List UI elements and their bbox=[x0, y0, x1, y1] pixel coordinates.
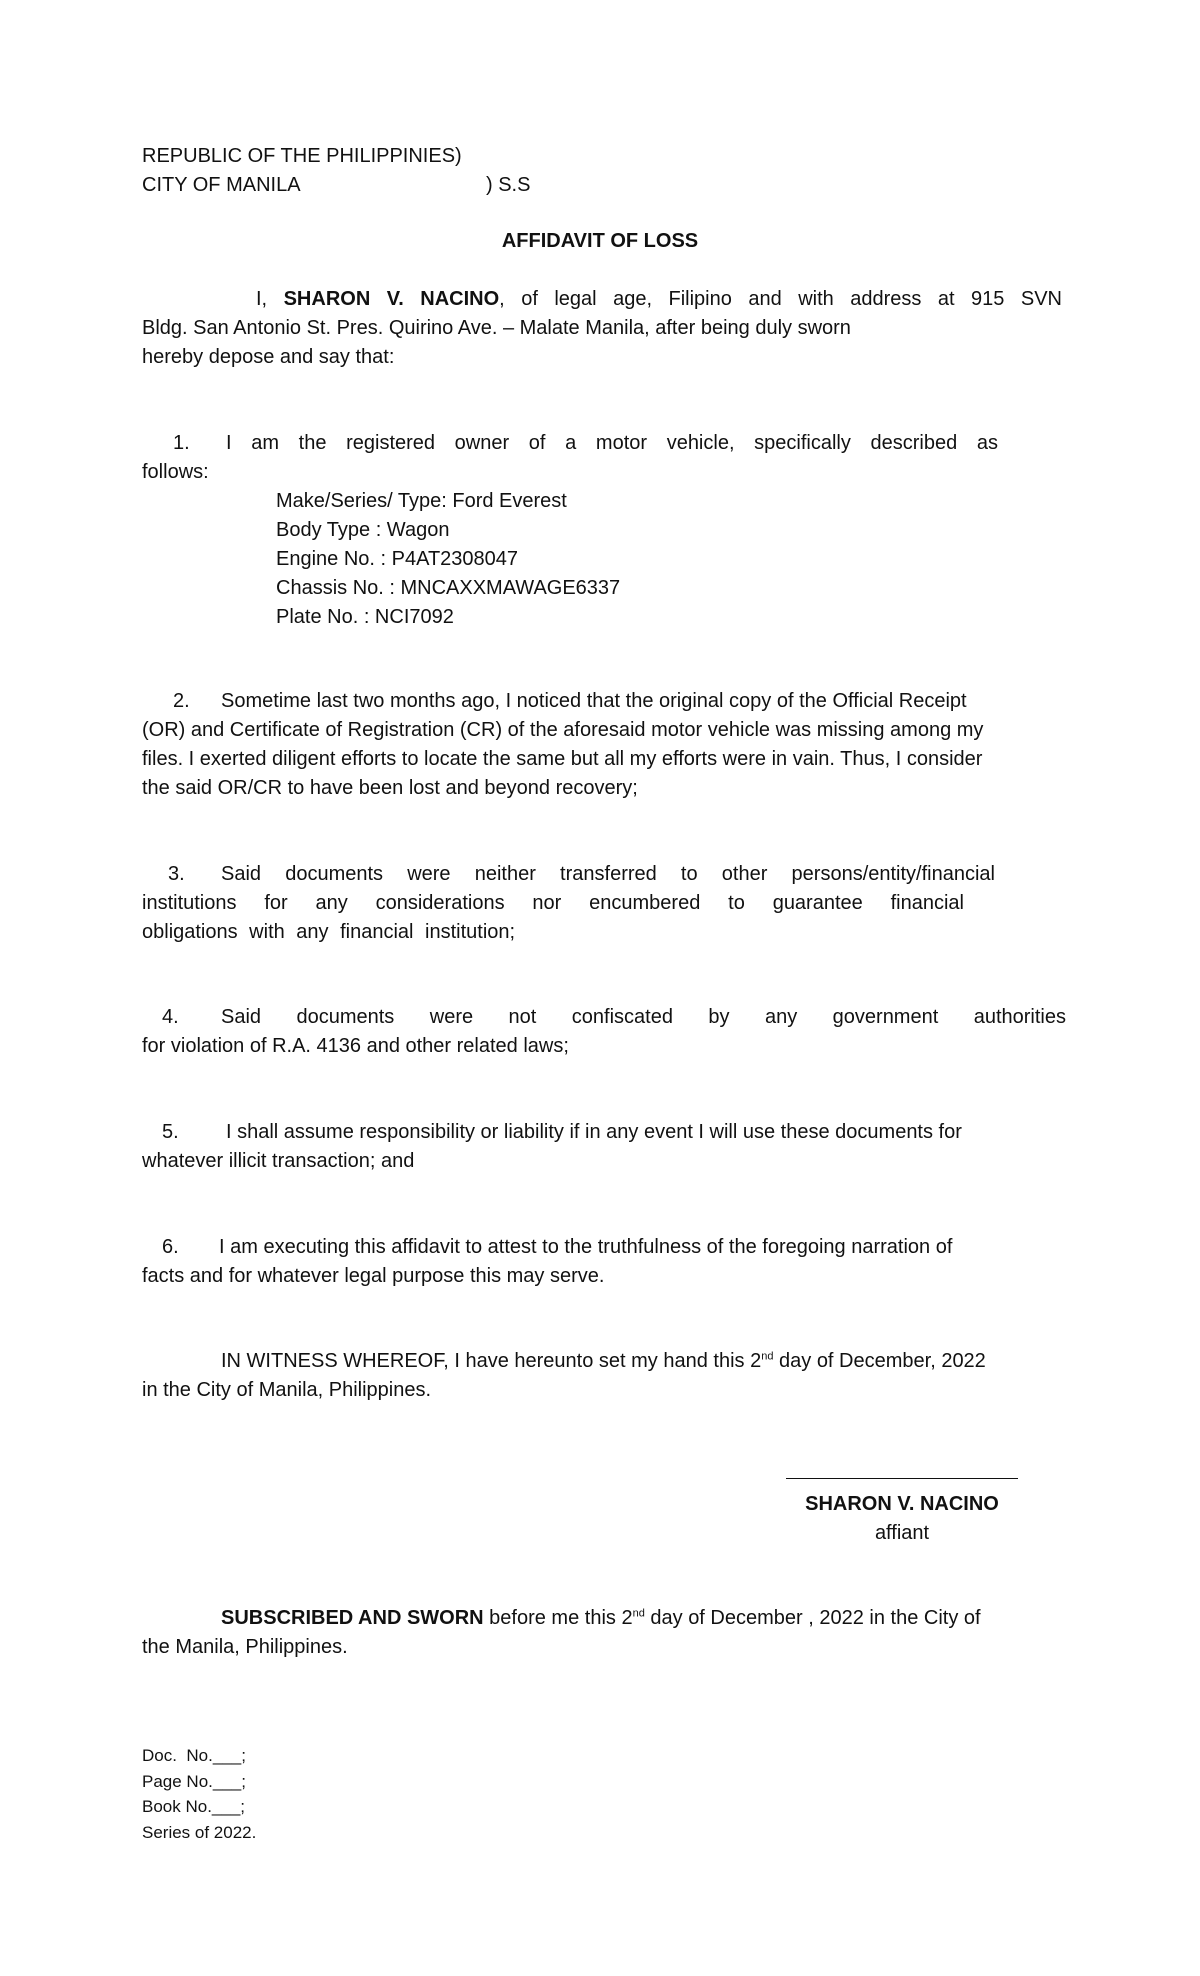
header-city: CITY OF MANILA bbox=[142, 174, 301, 196]
header-ss: ) S.S bbox=[486, 174, 531, 196]
page-no: Page No.___; bbox=[142, 1771, 246, 1791]
item-2-line-4: the said OR/CR to have been lost and beyond recovery; bbox=[142, 777, 638, 799]
item-2-number: 2. bbox=[173, 690, 190, 712]
vehicle-body-type: Body Type : Wagon bbox=[276, 519, 450, 541]
item-4-number: 4. bbox=[162, 1006, 179, 1028]
item-3-number: 3. bbox=[168, 863, 185, 885]
item-2-line-1: Sometime last two months ago, I noticed that the original copy of the Official Receipt bbox=[221, 690, 967, 712]
vehicle-plate-no: Plate No. : NCI7092 bbox=[276, 606, 454, 628]
item-5-number: 5. bbox=[162, 1121, 179, 1143]
item-3-line-3: obligations with any financial institution; bbox=[142, 921, 516, 943]
vehicle-details bbox=[276, 487, 620, 632]
item-5-line-2: whatever illicit transaction; and bbox=[142, 1150, 415, 1172]
signature-line bbox=[786, 1478, 1018, 1479]
item-6-number: 6. bbox=[162, 1236, 179, 1258]
signature-role: affiant bbox=[874, 1522, 930, 1544]
notarial-details bbox=[142, 1743, 256, 1845]
item-1-line-2: follows: bbox=[142, 461, 209, 483]
intro-line-3: hereby depose and say that: bbox=[142, 346, 395, 368]
item-5-line-1: I shall assume responsibility or liability if in any event I will use these documents for bbox=[226, 1121, 962, 1143]
intro-line-1: I, SHARON V. NACINO, of legal age, Filipino and with address at 915 SVN bbox=[256, 288, 1062, 310]
vehicle-make: Make/Series/ Type: Ford Everest bbox=[276, 490, 567, 512]
header-republic: REPUBLIC OF THE PHILIPPINIES) bbox=[142, 145, 462, 167]
item-4-line-2: for violation of R.A. 4136 and other related laws; bbox=[142, 1035, 569, 1057]
witness-line-1: IN WITNESS WHEREOF, I have hereunto set my hand this 2nd day of December, 2022 bbox=[221, 1350, 986, 1372]
item-6-line-1: I am executing this affidavit to attest to the truthfulness of the foregoing narration of bbox=[219, 1236, 953, 1258]
signature-name: SHARON V. NACINO bbox=[805, 1493, 999, 1515]
item-3-line-1: Said documents were neither transferred to other persons/entity/financial bbox=[221, 863, 995, 885]
witness-line-2: in the City of Manila, Philippines. bbox=[142, 1379, 432, 1401]
item-3-line-2: institutions for any considerations nor encumbered to guarantee financial bbox=[142, 892, 964, 914]
vehicle-engine-no: Engine No. : P4AT2308047 bbox=[276, 548, 519, 570]
item-1-line-1: I am the registered owner of a motor vehicle, specifically described as bbox=[226, 432, 998, 454]
intro-paragraph bbox=[142, 285, 1062, 368]
intro-line-2: Bldg. San Antonio St. Pres. Quirino Ave. – Malate Manila, after being duly sworn bbox=[142, 317, 851, 339]
item-1-number: 1. bbox=[173, 432, 190, 454]
item-4-line-1: Said documents were not confiscated by any government authorities bbox=[221, 1006, 1066, 1028]
jurat-line-1: SUBSCRIBED AND SWORN before me this 2nd day of December , 2022 in the City of bbox=[221, 1607, 981, 1629]
doc-no: Doc. No.___; bbox=[142, 1746, 246, 1765]
series-year: Series of 2022. bbox=[142, 1822, 257, 1842]
item-2-line-3: files. I exerted diligent efforts to locate the same but all my efforts were in vain. Thus, I consider bbox=[142, 748, 983, 770]
vehicle-chassis-no: Chassis No. : MNCAXXMAWAGE6337 bbox=[276, 577, 621, 599]
item-6-line-2: facts and for whatever legal purpose this may serve. bbox=[142, 1265, 605, 1287]
book-no: Book No.___; bbox=[142, 1797, 246, 1816]
item-2-line-2: (OR) and Certificate of Registration (CR) of the aforesaid motor vehicle was missing among my bbox=[142, 719, 984, 741]
affiant-name-inline: SHARON V. NACINO bbox=[283, 288, 500, 310]
document-title: AFFIDAVIT OF LOSS bbox=[501, 230, 699, 252]
jurat-line-2: the Manila, Philippines. bbox=[142, 1636, 348, 1658]
